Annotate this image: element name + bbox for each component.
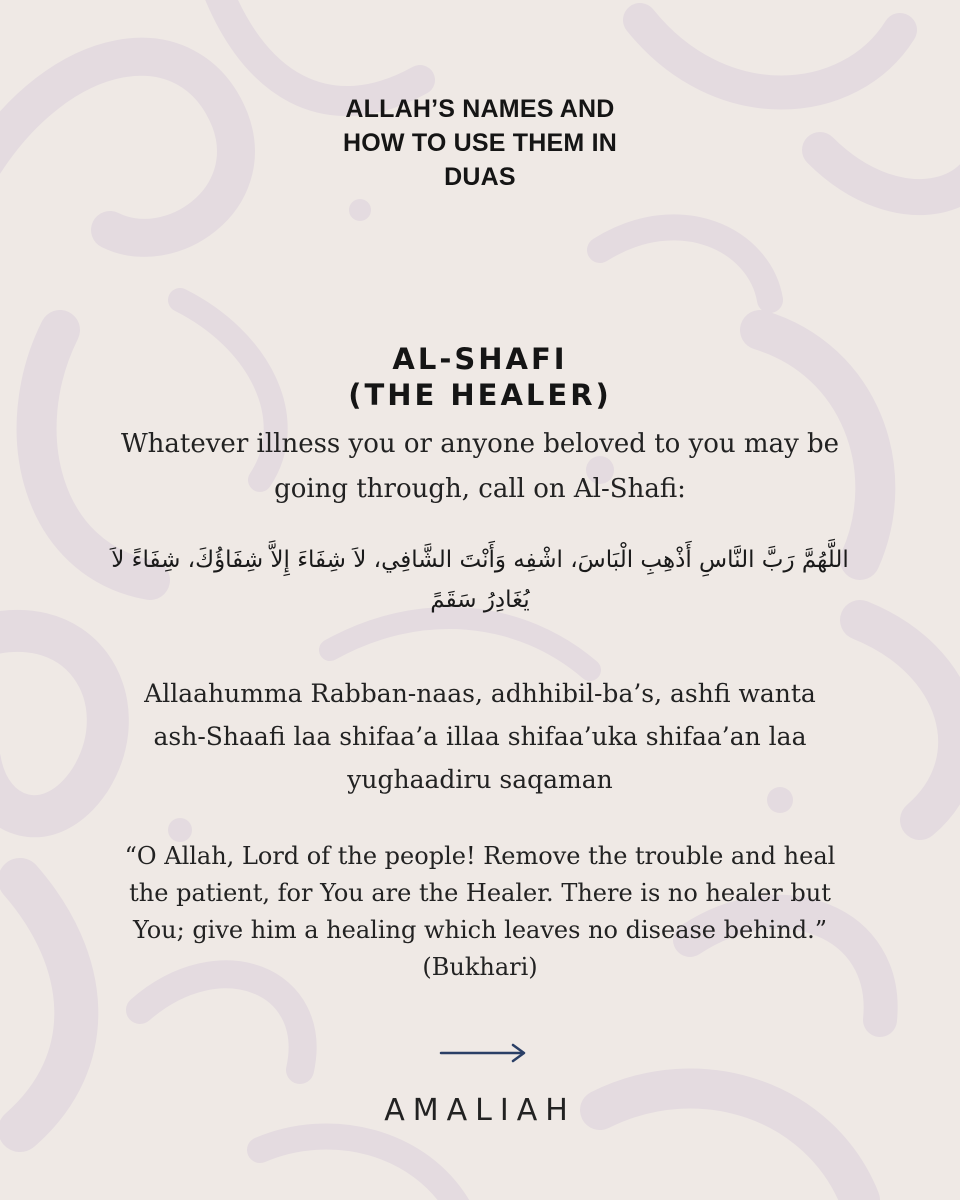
series-title-line: ALLAH’S NAMES AND — [345, 95, 615, 123]
name-heading-line: (THE HEALER) — [348, 378, 612, 412]
arabic-dua — [70, 540, 890, 620]
transliteration-line: Allaahumma Rabban-naas, adhhibil-ba’s, ashfi wanta — [144, 679, 816, 708]
series-title-line: DUAS — [444, 163, 516, 191]
brand-logo: AMALIAH — [384, 1093, 576, 1128]
series-title-line: HOW TO USE THEM IN — [343, 129, 617, 157]
arabic-dua-line: يُغَادِرُ سَقَمً — [430, 587, 530, 613]
intro-line: Whatever illness you or anyone beloved to you may be — [120, 429, 840, 459]
series-title — [0, 92, 960, 194]
intro-line: going through, call on Al-Shafi: — [274, 474, 686, 504]
translation-line: “O Allah, Lord of the people! Remove the trouble and heal — [124, 842, 836, 870]
translation — [40, 838, 920, 986]
hadith-source: (Bukhari) — [422, 953, 538, 981]
name-heading — [0, 341, 960, 413]
transliteration-line: ash-Shaafi laa shifaa’a illaa shifaa’uka shifaa’an laa — [153, 722, 807, 751]
transliteration-line: yughaadiru saqaman — [347, 765, 613, 794]
translation-line: You; give him a healing which leaves no disease behind.” — [132, 916, 828, 944]
name-heading-line: AL-SHAFI — [392, 342, 568, 376]
arrow-right-icon[interactable] — [439, 1040, 529, 1066]
translation-line: the patient, for You are the Healer. There is no healer but — [129, 879, 831, 907]
transliteration — [60, 672, 900, 801]
arabic-dua-line: اللَّهُمَّ رَبَّ النَّاسِ أَذْهِبِ الْبَاسَ، اشْفِه وَأَنْتَ الشَّافِي، لاَ شِفَاءَ إِلاَّ شِفَاؤُكَ، شِفَاءً لاَ — [111, 547, 849, 573]
intro-text — [60, 422, 900, 512]
